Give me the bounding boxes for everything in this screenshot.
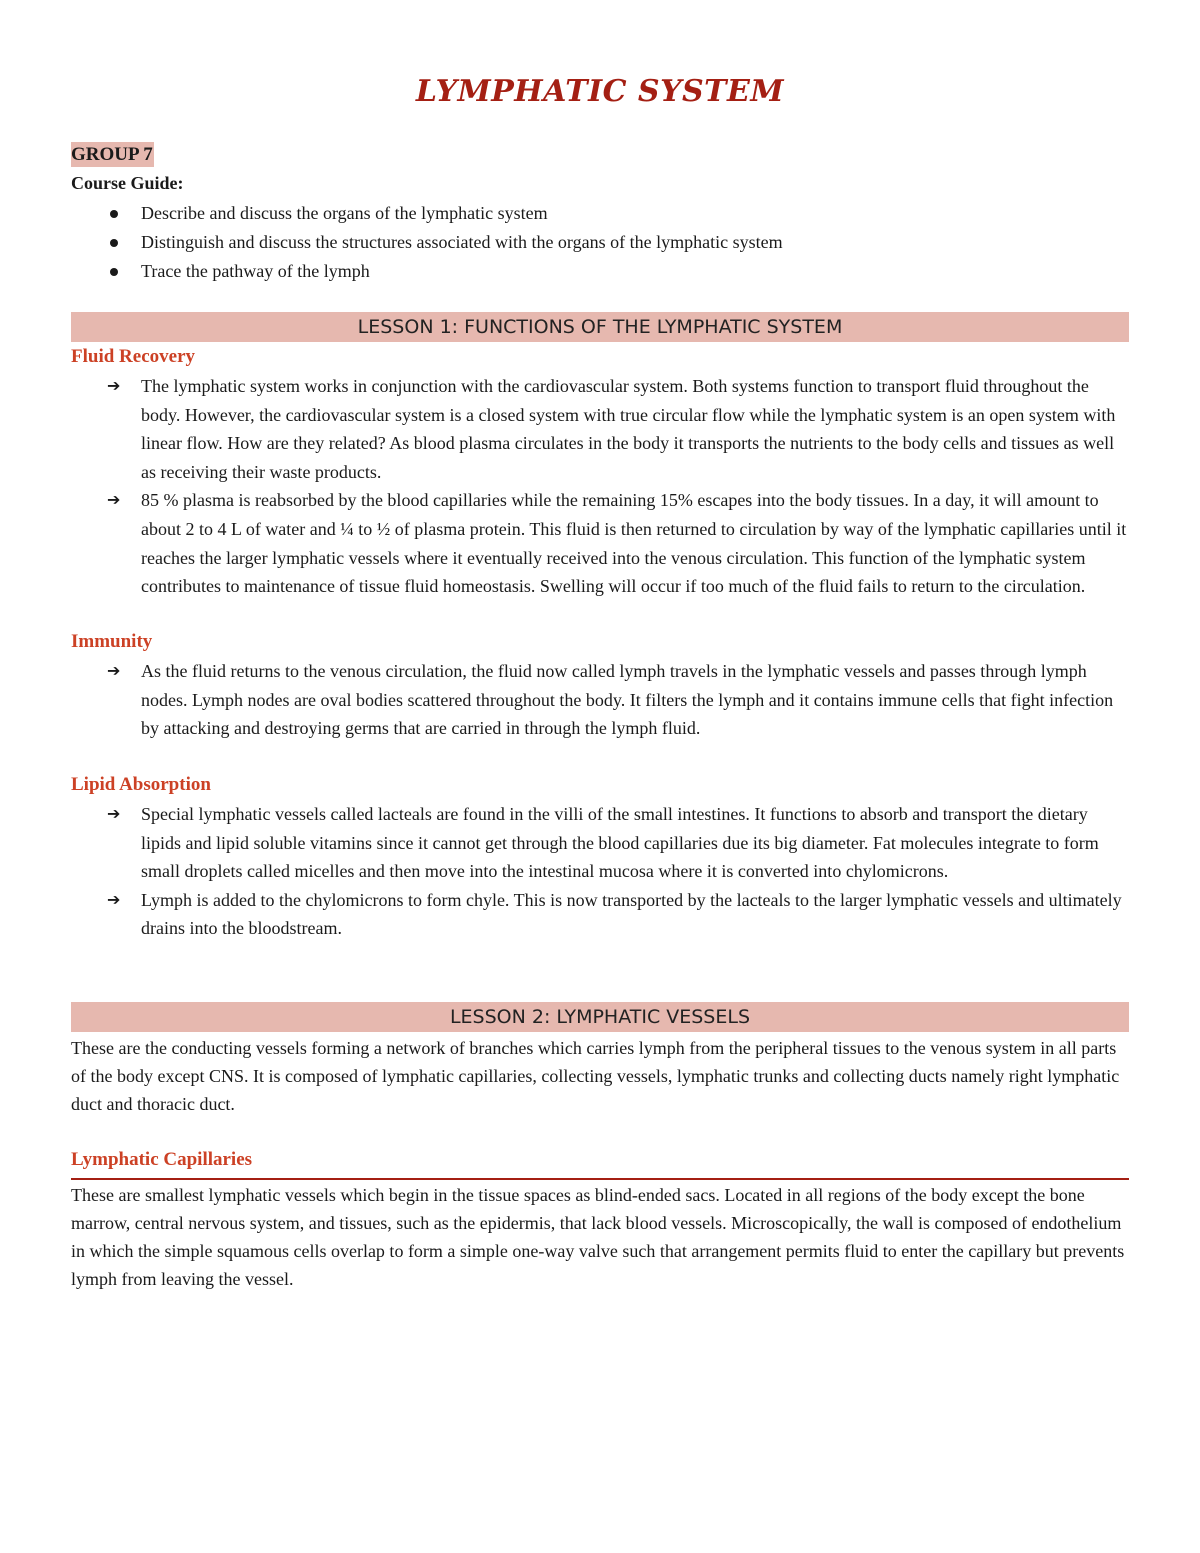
immunity-list	[71, 657, 1129, 743]
list-item	[71, 886, 1129, 943]
fluid-recovery-heading: Fluid Recovery	[71, 346, 196, 367]
bullet-dot-icon	[110, 239, 118, 247]
lipid-absorption-list	[71, 800, 1129, 943]
list-item-text: As the fluid returns to the venous circulation, the fluid now called lymph travels in the lymphatic vessels and passes through lymph nodes. Lymph nodes are oval bodies scattered throughout the body. It filters the lymph and it contains immune cells that fight infection by attacking and destroying germs that are carried in through the lymph fluid.	[141, 661, 1114, 739]
list-item	[71, 372, 1129, 486]
immunity-heading: Immunity	[71, 631, 153, 652]
course-guide-label: Course Guide:	[71, 173, 184, 193]
list-item-text: Lymph is added to the chylomicrons to form chyle. This is now transported by the lacteals to the larger lymphatic vessels and ultimately drains into the bloodstream.	[141, 889, 1122, 939]
lipid-absorption-heading: Lipid Absorption	[71, 774, 211, 795]
list-item	[71, 257, 783, 286]
group-label: GROUP 7	[71, 144, 153, 165]
arrow-right-icon: ➔	[107, 490, 121, 510]
list-item-text: Special lymphatic vessels called lacteals are found in the villi of the small intestines. It functions to absorb and transport the dietary lipids and lipid soluble vitamins since it cannot get through the blood capillaries due its big diameter. Fat molecules integrate to form small droplets called micelles and then move into the intestinal mucosa where it is converted into chylomicrons.	[141, 804, 1099, 882]
list-item-text: The lymphatic system works in conjunction with the cardiovascular system. Both systems function to transport fluid throughout the body. However, the cardiovascular system is a closed system with true circular flow while the lymphatic system is an open system with linear flow. How are they related? As blood plasma circulates in the body it transports the nutrients to the body cells and tissues as well as receiving their waste products.	[141, 376, 1116, 482]
list-item-text: Describe and discuss the organs of the lymphatic system	[141, 203, 548, 223]
list-item-text: Distinguish and discuss the structures associated with the organs of the lymphatic system	[141, 232, 783, 252]
bullet-dot-icon	[110, 268, 118, 276]
section-divider	[71, 1178, 1129, 1180]
list-item	[71, 486, 1129, 600]
lymphatic-capillaries-heading: Lymphatic Capillaries	[71, 1149, 253, 1170]
list-item	[71, 800, 1129, 886]
lesson-2-heading: LESSON 2: LYMPHATIC VESSELS	[71, 1002, 1129, 1032]
list-item-text: Trace the pathway of the lymph	[141, 261, 370, 281]
list-item	[71, 228, 783, 257]
lesson-2-intro: These are the conducting vessels forming a network of branches which carries lymph from the peripheral tissues to the venous system in all parts of the body except CNS. It is composed of lymphatic capillaries, collecting vessels, lymphatic trunks and collecting ducts namely right lymphatic duct and thoracic duct.	[71, 1038, 1120, 1114]
arrow-right-icon: ➔	[107, 804, 121, 823]
document-title: LYMPHATIC SYSTEM	[415, 74, 785, 109]
arrow-right-icon: ➔	[107, 661, 121, 680]
list-item	[71, 199, 783, 228]
course-guide-list	[71, 199, 783, 286]
lesson-1-heading: LESSON 1: FUNCTIONS OF THE LYMPHATIC SYSTEM	[71, 312, 1129, 342]
arrow-right-icon: ➔	[107, 376, 121, 395]
arrow-right-icon: ➔	[107, 889, 121, 909]
fluid-recovery-list	[71, 372, 1129, 601]
list-item	[71, 657, 1129, 743]
list-item-text: 85 % plasma is reabsorbed by the blood capillaries while the remaining 15% escapes into the body tissues. In a day, it will amount to about 2 to 4 L of water and ¼ to ½ of plasma protein. This fluid is then returned to circulation by way of the lymphatic capillaries until it reaches the larger lymphatic vessels where it eventually received into the venous circulation. This function of the lymphatic system contributes to maintenance of tissue fluid homeostasis. Swelling will occur if too much of the fluid fails to return to the circulation.	[141, 490, 1127, 597]
bullet-dot-icon	[110, 210, 118, 218]
lymphatic-capillaries-text: These are smallest lymphatic vessels which begin in the tissue spaces as blind-ended sacs. Located in all regions of the body except the bone marrow, central nervous system, and tissues, such as the epidermis, that lack blood vessels. Microscopically, the wall is composed of endothelium in which the simple squamous cells overlap to form a simple one-way valve such that arrangement permits fluid to enter the capillary but prevents lymph from leaving the vessel.	[71, 1185, 1125, 1289]
